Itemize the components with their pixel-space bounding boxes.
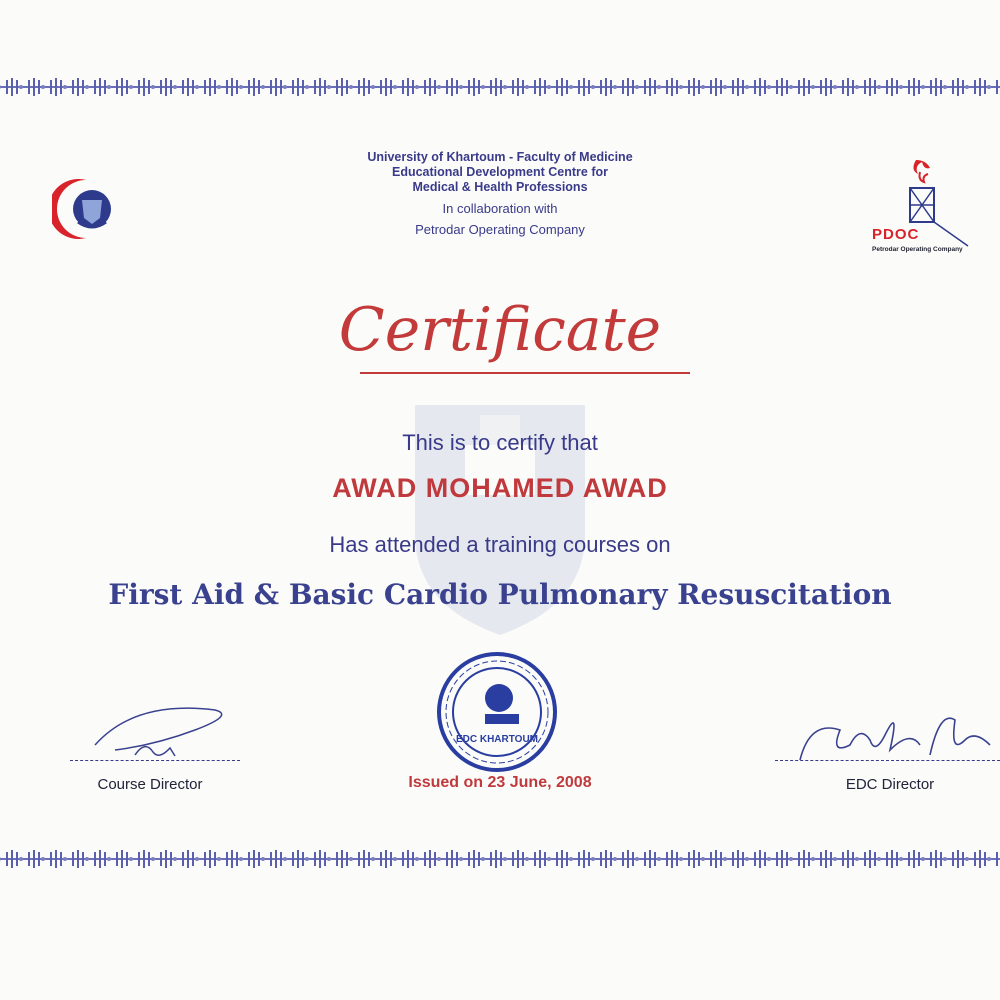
top-decorative-border bbox=[0, 76, 1000, 98]
left-crescent-logo-icon bbox=[52, 174, 132, 244]
course-director-line bbox=[70, 760, 240, 761]
recipient-name: AWAD MOHAMED AWAD bbox=[332, 473, 668, 503]
edc-seal-icon bbox=[435, 650, 560, 775]
bottom-decorative-border bbox=[0, 848, 1000, 870]
header-block bbox=[300, 150, 700, 237]
header-university: University of Khartoum - Faculty of Medicine bbox=[367, 150, 633, 164]
issued-date: Issued on 23 June, 2008 bbox=[408, 774, 592, 791]
title-underline bbox=[360, 372, 690, 374]
edc-director-label: EDC Director bbox=[845, 776, 935, 793]
attended-statement: Has attended a training courses on bbox=[329, 532, 671, 557]
header-company: Petrodar Operating Company bbox=[415, 222, 585, 237]
header-professions: Medical & Health Professions bbox=[412, 180, 588, 194]
course-name: First Aid & Basic Cardio Pulmonary Resuscitation bbox=[108, 578, 892, 611]
header-edc: Educational Development Centre for bbox=[391, 165, 608, 179]
pdoc-logo-text: PDOC bbox=[872, 226, 920, 243]
course-director-label: Course Director bbox=[97, 776, 203, 793]
edc-director-line bbox=[775, 760, 1000, 761]
header-collaboration: In collaboration with bbox=[442, 201, 558, 216]
certificate-title: Certificate bbox=[338, 295, 662, 365]
course-director-signature bbox=[75, 690, 245, 770]
certify-statement: This is to certify that bbox=[402, 430, 598, 455]
pdoc-logo-subtitle: Petrodar Operating Company bbox=[872, 246, 963, 253]
seal-text: EDC KHARTOUM bbox=[455, 734, 539, 745]
